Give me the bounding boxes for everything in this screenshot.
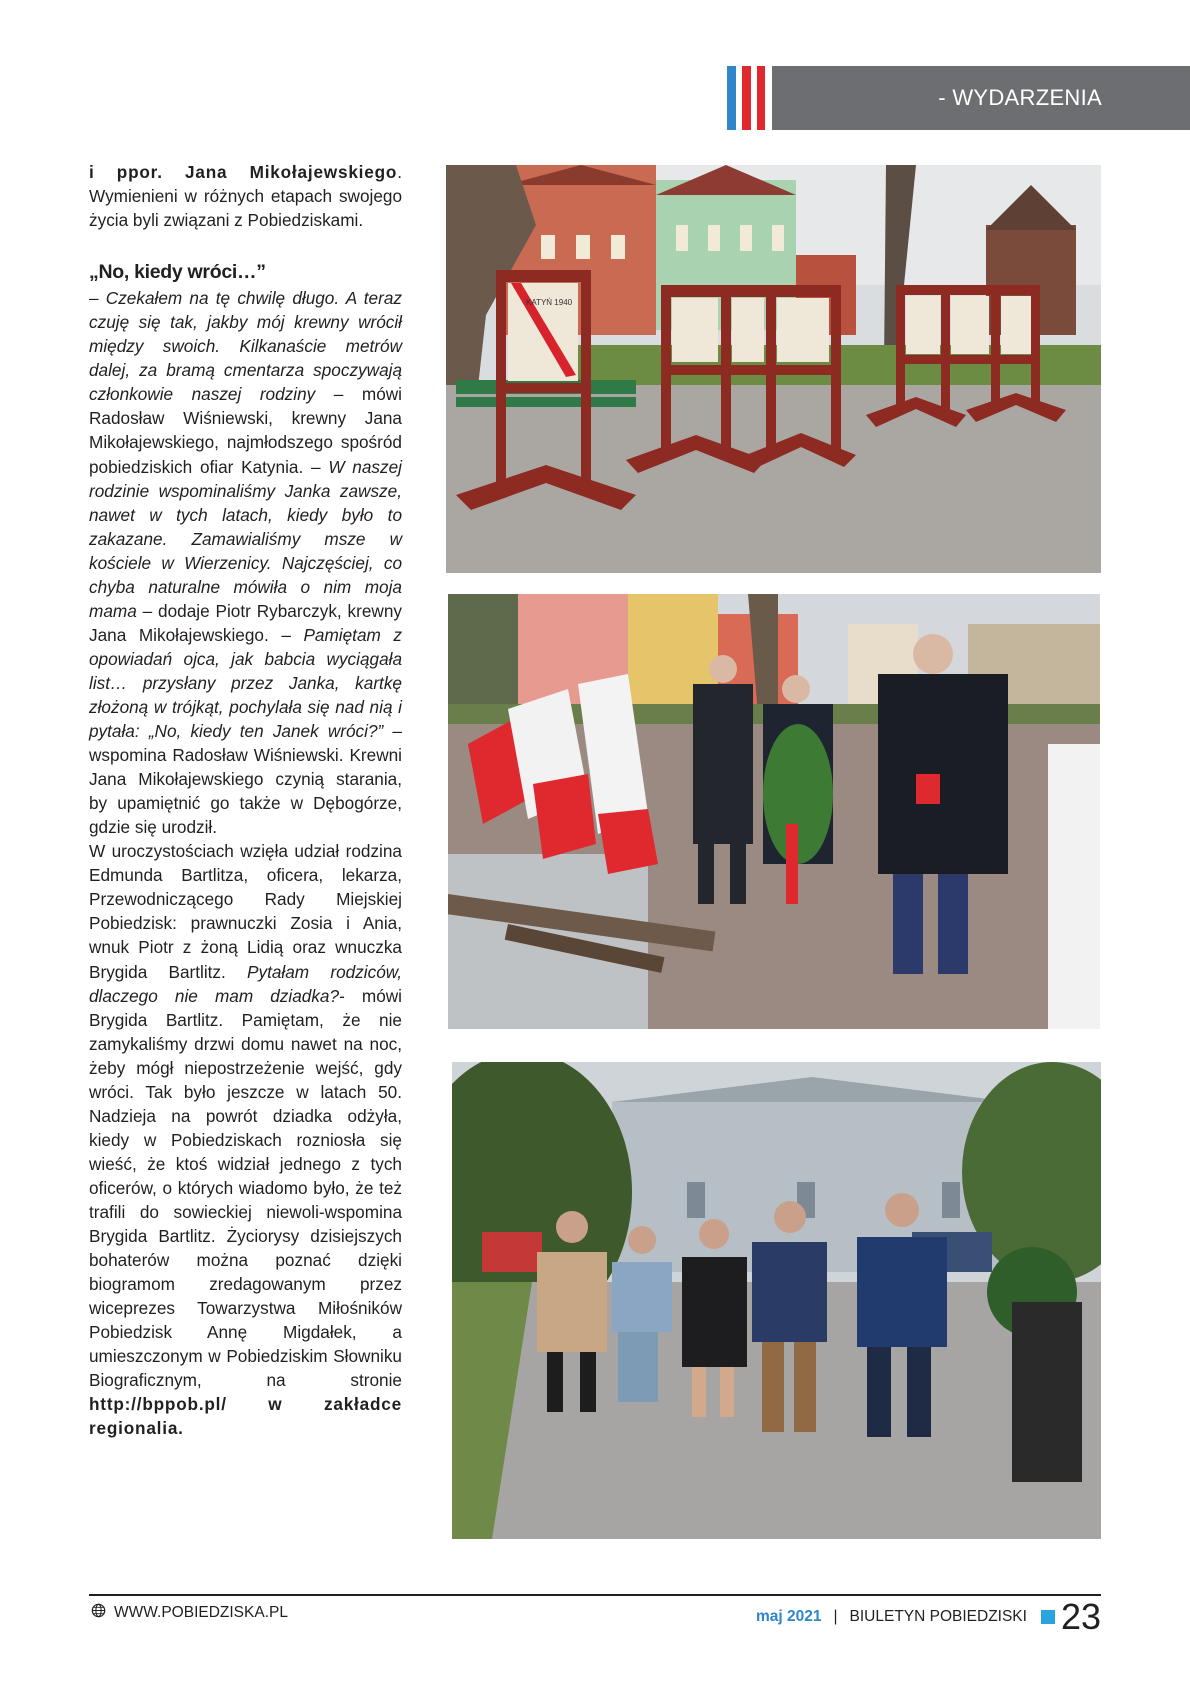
footer-publication: BIULETYN POBIEDZISKI bbox=[849, 1608, 1027, 1625]
article-text: – mówi Radosław Wiśniewski, krewny Jana Mikołajewskiego, najmłodszego spośród pobiedziskich ofiar Katynia. – bbox=[89, 384, 402, 477]
article-quote: W naszej rodzinie wspominaliśmy Janka zawsze, nawet w tych latach, kiedy było to zakazane. Zamawialiśmy msze w kościele w Wierzenicy. Najczęściej, co chyba naturalne mówiła o nim moja mama bbox=[89, 456, 402, 621]
article-text: . Wymienieni w różnych etapach swojego życia byli związani z Pobiedziskami. bbox=[89, 162, 402, 231]
footer-issue-month: maj 2021 bbox=[755, 1608, 822, 1625]
article-text: - mówi Brygida Bartlitz. Pamiętam, że nie zamykaliśmy drzwi domu nawet na noc, żeby mógł niepostrzeżenie wejść, gdy wróci. Tak było jeszcze w latach 50. Nadzieja na powrót dziadka odżyła, kiedy w Pobiedziskach rozniosła się wieść, że ktoś widział jednego z tych oficerów, o których wiadomo było, że też trafili do sowieckiej niewoli-wspomina Brygida Bartlitz. Życiorysy dzisiejszych bohaterów można poznać dzięki biogramom zredagowanym przez wiceprezes Towarzystwa Miłośników Pobiedzisk Annę Migdałek, a umieszczonym w Pobiedziskim Słowniku Biograficznym, na stronie bbox=[89, 985, 403, 1391]
board-label: KATYŃ 1940 bbox=[526, 298, 573, 307]
article-subheading: „No, kiedy wróci…” bbox=[89, 261, 266, 284]
article-text: – dodaje Piotr Rybarczyk, krewny Jana Mikołajewskiego. – bbox=[89, 600, 402, 645]
section-header bbox=[772, 66, 1190, 130]
header-accent-red-2 bbox=[757, 66, 765, 130]
article-quote: Pamiętam z opowiadań ojca, jak babcia wyciągała list… przysłany przez Janka, kartkę złożoną w trójkąt, pochylała się nad nią i pytała: „No, kiedy ten Janek wróci?” bbox=[89, 624, 402, 742]
footer-right bbox=[756, 1597, 1101, 1637]
article-paragraph-1 bbox=[89, 160, 402, 232]
footer-separator: | bbox=[833, 1608, 838, 1625]
article-column bbox=[89, 160, 402, 1440]
photo-family-group bbox=[452, 1062, 1101, 1539]
footer-accent-square bbox=[1041, 1610, 1055, 1624]
page-number: 23 bbox=[1060, 1596, 1101, 1637]
photo-exhibition-boards bbox=[446, 165, 1101, 573]
article-text: – wspomina Radosław Wiśniewski. Krewni Jana Mikołajewskiego czynią starania, by upamiętnić go także w Dębogórze, gdzie się urodził. bbox=[89, 721, 402, 838]
globe-icon bbox=[91, 1603, 106, 1623]
article-link-text: http://bppob.pl/ w zakładce regionalia. bbox=[89, 1394, 402, 1439]
section-title: - WYDARZENIA bbox=[938, 85, 1102, 110]
header-accent-blue bbox=[727, 66, 736, 130]
article-quote: Pytałam rodziców, dlaczego nie mam dziadka? bbox=[89, 961, 402, 1006]
article-quote: – Czekałem na tę chwilę długo. A teraz czuję się tak, jakby mój krewny wrócił między swoich. Kilkanaście metrów dalej, za bramą cmentarza spoczywają członkowie naszej rodziny bbox=[89, 288, 402, 405]
photo-wreath-laying bbox=[448, 594, 1100, 1029]
article-text: W uroczystościach wzięła udział rodzina Edmunda Bartlitza, oficera, lekarza, Przewodniczącego Rady Miejskiej Pobiedzisk: prawnuczki Zosia i Ania, wnuk Piotr z żoną Lidią oraz wnuczka Brygida Bartlitz. bbox=[89, 841, 402, 982]
article-paragraph-3 bbox=[89, 839, 402, 1440]
footer-website[interactable]: WWW.POBIEDZISKA.PL bbox=[114, 1604, 288, 1621]
footer-left bbox=[91, 1603, 288, 1623]
article-bold-name: i ppor. Jana Mikołajewskiego bbox=[89, 162, 398, 182]
article-paragraph-2 bbox=[89, 286, 402, 839]
footer-rule bbox=[89, 1594, 1101, 1596]
header-accent-red bbox=[742, 66, 751, 130]
